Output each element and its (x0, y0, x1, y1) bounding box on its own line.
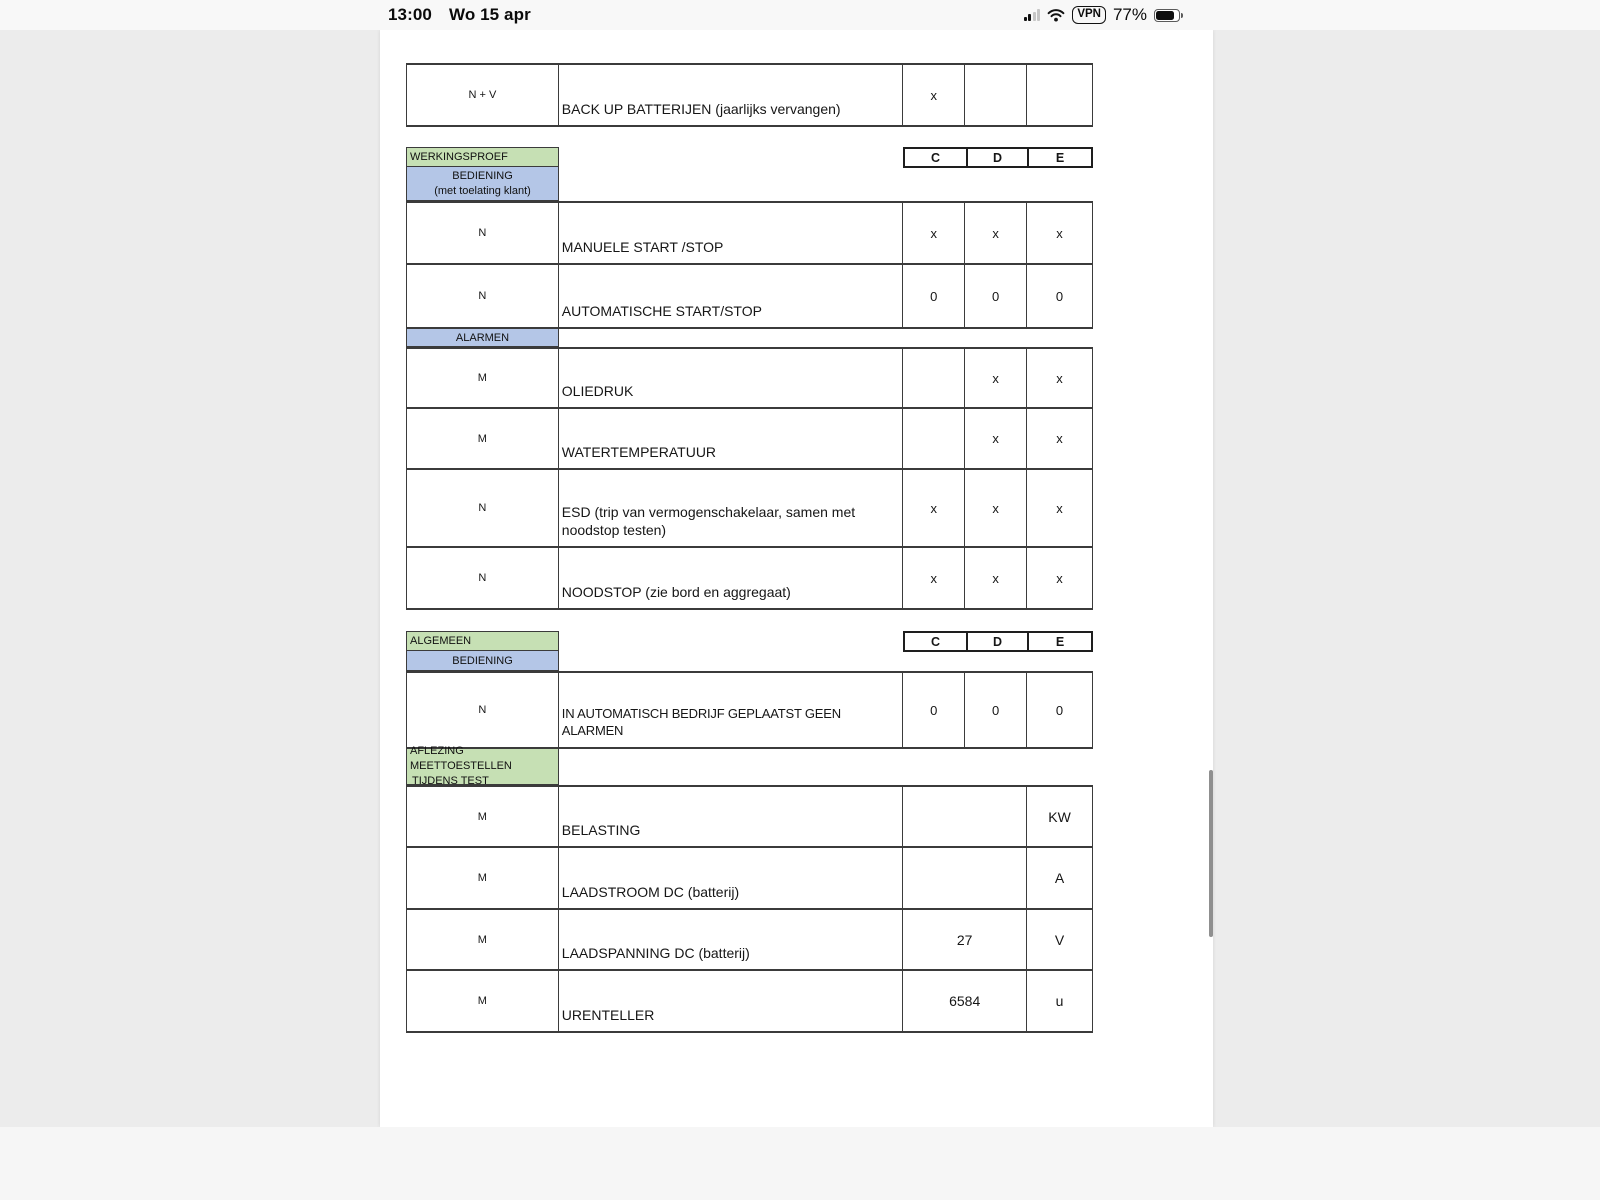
desc-cell: NOODSTOP (zie bord en aggregaat) (558, 548, 903, 608)
mark-cell-d: 0 (964, 265, 1026, 327)
mark-cell-d: x (964, 203, 1026, 263)
code-cell: M (406, 787, 558, 846)
section-aflezing (406, 745, 1093, 787)
desc-cell: MANUELE START /STOP (558, 203, 903, 263)
code-cell: N (406, 203, 558, 263)
table-row (406, 785, 1093, 848)
mark-cell-e: x (1026, 349, 1092, 407)
mark-cell-e: x (1026, 203, 1092, 263)
code-cell: M (406, 971, 558, 1031)
col-header-d: D (966, 633, 1027, 650)
table-row (406, 265, 1093, 329)
cde-column-headers (903, 147, 1093, 168)
desc-cell: WATERTEMPERATUUR (558, 409, 903, 468)
document-page (380, 30, 1213, 1127)
mark-cell-c: x (902, 203, 964, 263)
table-row (406, 347, 1093, 409)
desc-cell: URENTELLER (558, 971, 903, 1031)
wifi-icon (1047, 8, 1065, 22)
table-row (406, 848, 1093, 910)
table-row (406, 63, 1093, 127)
mark-cell-c: x (902, 548, 964, 608)
cellular-signal-icon (1024, 9, 1041, 21)
col-header-d: D (966, 149, 1027, 166)
unit-cell: A (1026, 848, 1092, 908)
section-title: WERKINGSPROEF (406, 147, 559, 167)
subsection-title: BEDIENING (406, 651, 559, 671)
section-werkingsproef (406, 147, 1093, 167)
mark-cell-d: x (964, 349, 1026, 407)
table-row (406, 409, 1093, 470)
col-header-c: C (930, 150, 941, 165)
code-cell: N (406, 265, 558, 327)
code-cell: M (406, 848, 558, 908)
battery-icon (1154, 9, 1183, 22)
col-header-c: C (930, 634, 941, 649)
subsection-alarmen (406, 329, 1093, 347)
mark-cell-c: x (902, 65, 964, 125)
vpn-badge: VPN (1072, 6, 1106, 23)
scrollbar-thumb[interactable] (1209, 770, 1213, 937)
code-cell: M (406, 910, 558, 969)
mark-cell-c (902, 349, 964, 407)
mark-cell-e: 0 (1026, 673, 1092, 747)
section-title: AFLEZING MEETTOESTELLEN TIJDENS TEST (406, 749, 559, 785)
status-right (1024, 5, 1183, 25)
code-cell: N (406, 470, 558, 546)
subsection-bediening (406, 651, 1093, 671)
unit-cell: V (1026, 910, 1092, 969)
value-cell (902, 787, 1026, 846)
date: Wo 15 apr (448, 5, 531, 24)
code-cell: N (406, 673, 558, 747)
code-cell: N (406, 548, 558, 608)
desc-cell: BELASTING (558, 787, 903, 846)
desc-cell: IN AUTOMATISCH BEDRIJF GEPLAATST GEEN ALARMEN (558, 673, 903, 747)
desc-cell: OLIEDRUK (558, 349, 903, 407)
value-cell: 27 (902, 910, 1026, 969)
value-cell (902, 848, 1026, 908)
mark-cell-d: x (964, 470, 1026, 546)
unit-cell: u (1026, 971, 1092, 1031)
mark-cell-c: 0 (902, 265, 964, 327)
mark-cell-e: x (1026, 548, 1092, 608)
bottom-bar (0, 1127, 1600, 1200)
mark-cell-c (902, 409, 964, 468)
table-row (406, 910, 1093, 971)
table-row (406, 548, 1093, 610)
table-row (406, 470, 1093, 548)
battery-percentage: 77% (1112, 5, 1147, 24)
section-algemeen (406, 631, 1093, 651)
mark-cell-e: 0 (1026, 265, 1092, 327)
mark-cell-e: x (1026, 470, 1092, 546)
table-row (406, 201, 1093, 265)
mark-cell-d: x (964, 409, 1026, 468)
code-cell: N + V (406, 65, 558, 125)
subsection-title: ALARMEN (406, 329, 559, 347)
section-title: ALGEMEEN (406, 631, 559, 651)
table-row (406, 671, 1093, 749)
mark-cell-d (964, 65, 1026, 125)
mark-cell-c: x (902, 470, 964, 546)
desc-cell: BACK UP BATTERIJEN (jaarlijks vervangen) (558, 65, 903, 125)
subsection-bediening-klant (406, 167, 1093, 201)
value-cell: 6584 (902, 971, 1026, 1031)
cde-column-headers (903, 631, 1093, 652)
mark-cell-c: 0 (902, 673, 964, 747)
desc-cell: LAADSTROOM DC (batterij) (558, 848, 903, 908)
table-row (406, 971, 1093, 1033)
status-left (388, 5, 531, 25)
code-cell: M (406, 349, 558, 407)
status-bar (0, 0, 1600, 30)
unit-cell: KW (1026, 787, 1092, 846)
desc-cell: AUTOMATISCHE START/STOP (558, 265, 903, 327)
code-cell: M (406, 409, 558, 468)
mark-cell-e (1026, 65, 1092, 125)
clock: 13:00 (388, 5, 432, 24)
mark-cell-d: 0 (964, 673, 1026, 747)
desc-cell: LAADSPANNING DC (batterij) (558, 910, 903, 969)
subsection-title: BEDIENING (met toelating klant) (406, 167, 559, 201)
mark-cell-e: x (1026, 409, 1092, 468)
col-header-e: E (1027, 149, 1091, 166)
mark-cell-d: x (964, 548, 1026, 608)
col-header-e: E (1027, 633, 1091, 650)
checklist-table (406, 63, 1093, 1033)
desc-cell: ESD (trip van vermogenschakelaar, samen met noodstop testen) (558, 470, 903, 546)
